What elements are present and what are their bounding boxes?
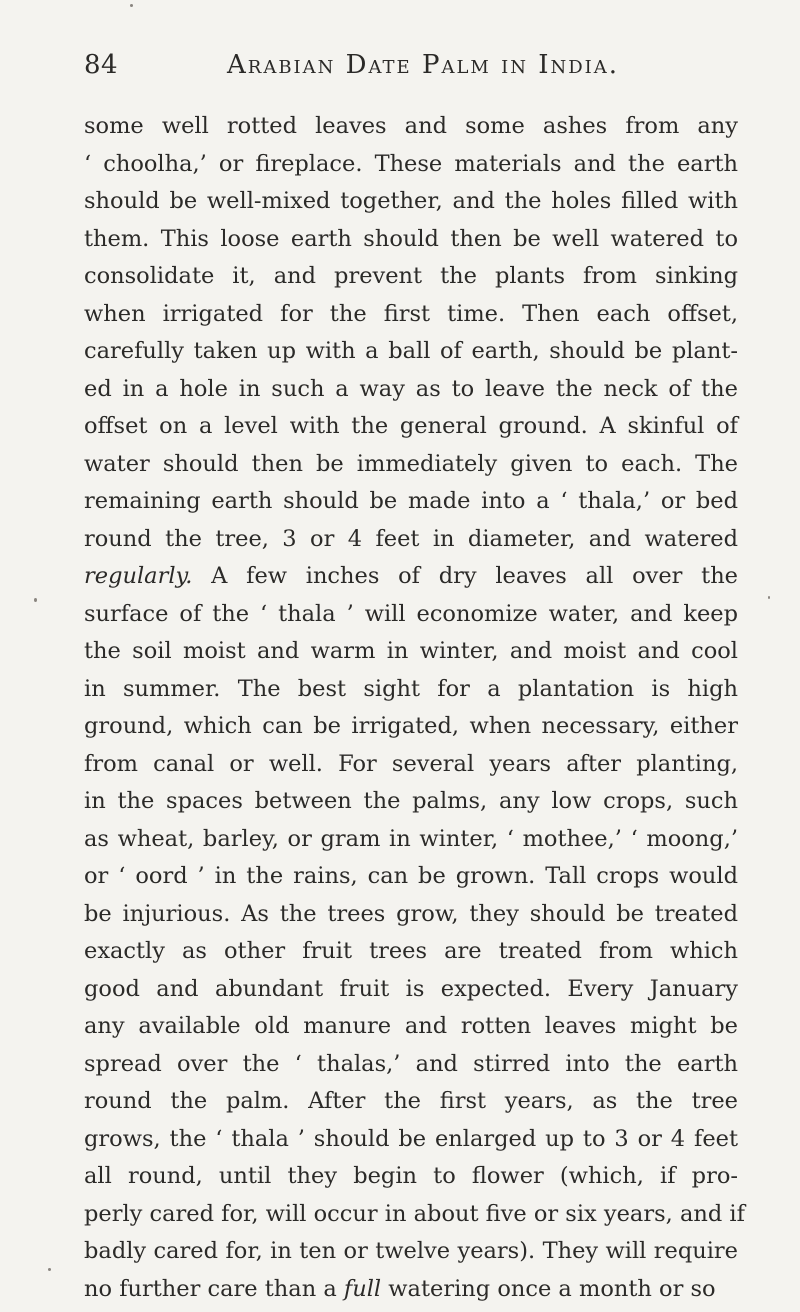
text-line: badly cared for, in ten or twelve years). They will require	[84, 1238, 738, 1264]
text-line: exactly as other fruit trees are treated from which	[84, 938, 738, 964]
text-line: in summer. The best sight for a plantation is high	[84, 675, 738, 702]
text-line: remaining earth should be made into a ‘ thala,’ or bed	[84, 488, 738, 514]
text-line: carefully taken up with a ball of earth, should be plant-	[84, 338, 738, 364]
text-line: perly cared for, will occur in about five or six years, and if	[84, 1200, 745, 1227]
text-line: all round, until they begin to flower (which, if pro-	[84, 1163, 738, 1189]
text-line: be injurious. As the trees grow, they should be treated	[84, 900, 738, 927]
text-line: ed in a hole in such a way as to leave the neck of the	[84, 375, 738, 402]
text-line: should be well-mixed together, and the holes filled with	[84, 188, 738, 214]
body-text	[84, 108, 745, 1308]
text-line: in the spaces between the palms, any low crops, such	[84, 788, 738, 814]
page-number: 84	[84, 50, 119, 80]
text-line: some well rotted leaves and some ashes from any	[84, 113, 738, 139]
text-line: surface of the ‘ thala ’ will economize water, and keep	[84, 600, 738, 627]
text-line	[84, 1271, 738, 1309]
text-line: grows, the ‘ thala ’ should be enlarged up to 3 or 4 feet	[84, 1125, 738, 1152]
paper-speck	[768, 596, 770, 599]
text-line: spread over the ‘ thalas,’ and stirred into the earth	[84, 1050, 738, 1077]
italic-word: full	[343, 1275, 382, 1302]
text-line: any available old manure and rotten leaves might be	[84, 1013, 738, 1039]
text-line: ‘ choolha,’ or fireplace. These materials and the earth	[84, 150, 738, 177]
text-line	[84, 558, 738, 596]
text-line: when irrigated for the first time. Then each offset,	[84, 300, 738, 327]
text-line: good and abundant fruit is expected. Every January	[84, 975, 738, 1002]
paper-speck	[130, 4, 133, 7]
text-line: as wheat, barley, or gram in winter, ‘ mothee,’ ‘ moong,’	[84, 825, 738, 852]
text-line: water should then be immediately given to each. The	[84, 450, 738, 477]
text-span: A few inches of dry leaves all over the	[192, 563, 738, 589]
text-line: offset on a level with the general ground. A skinful of	[84, 413, 738, 439]
text-line: or ‘ oord ’ in the rains, can be grown. Tall crops would	[84, 863, 738, 889]
text-line: round the tree, 3 or 4 feet in diameter, and watered	[84, 525, 738, 552]
text-span: watering once a month or so	[381, 1275, 716, 1302]
italic-word: regularly.	[84, 563, 193, 589]
text-span: no further care than a	[84, 1275, 344, 1302]
running-title: Arabian Date Palm in India.	[227, 50, 620, 80]
running-head	[84, 50, 720, 90]
paper-speck	[48, 1268, 51, 1271]
text-line: round the palm. After the first years, as the tree	[84, 1088, 738, 1114]
text-line: the soil moist and warm in winter, and moist and cool	[84, 638, 738, 664]
text-line: from canal or well. For several years after planting,	[84, 750, 738, 777]
text-line: ground, which can be irrigated, when necessary, either	[84, 713, 738, 739]
text-line: consolidate it, and prevent the plants from sinking	[84, 263, 738, 289]
paper-speck	[34, 598, 37, 602]
text-line: them. This loose earth should then be well watered to	[84, 225, 738, 252]
